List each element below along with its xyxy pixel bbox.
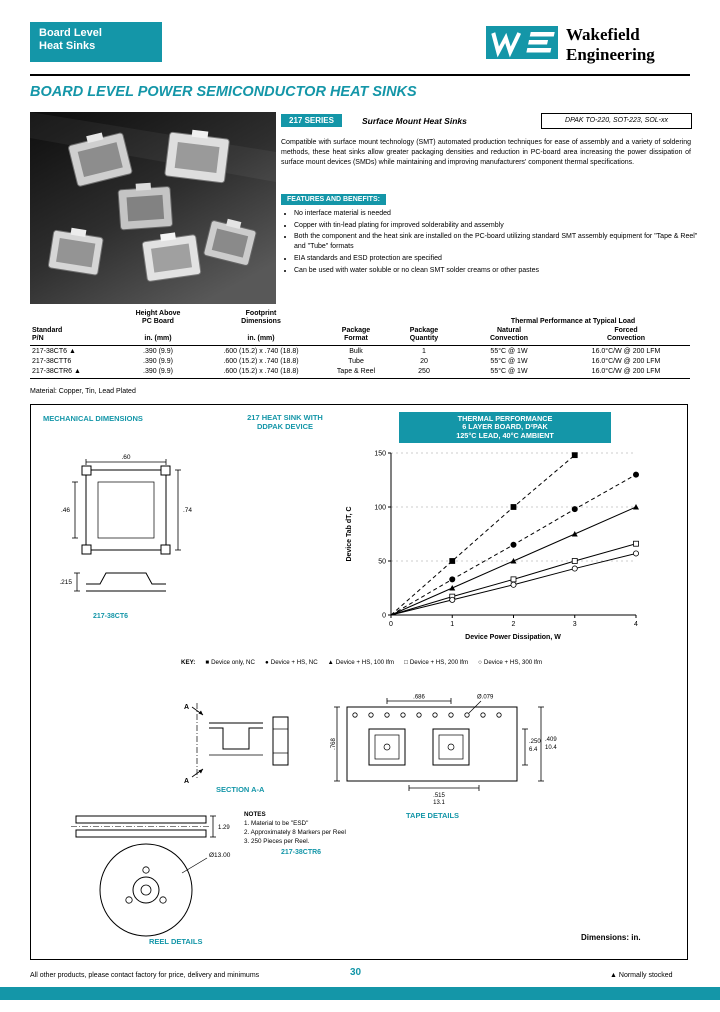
series-marker	[572, 531, 578, 537]
series-marker	[572, 559, 577, 564]
series-marker	[511, 505, 516, 510]
x-tick-label: 3	[572, 621, 577, 628]
brand-line-1: Wakefield	[566, 25, 640, 44]
y-tick-label: 50	[378, 558, 386, 566]
brand-line-2: Engineering	[566, 44, 655, 64]
product-line-1: Board Level	[39, 27, 102, 39]
heat-sink-photo	[30, 112, 276, 304]
col-header-forced: Forced Convection	[562, 327, 690, 346]
key-item: ○ Device + HS, 300 lfm	[478, 659, 543, 666]
series-badge: 217 SERIES	[281, 114, 342, 127]
col-header-pn: Standard P/N	[30, 327, 114, 346]
part-number: 217-38CT6	[32, 347, 68, 355]
key-item: ● Device + HS, NC	[264, 659, 318, 666]
group-header-footprint: Footprint Dimensions	[241, 310, 281, 326]
table-row: 217-38CT6 ▲ .390 (9.9) .600 (15.2) x .740 (18.8) Bulk 1 55°C @ 1W 16.0°C/W @ 200 LFM	[32, 347, 661, 355]
series-marker	[511, 577, 516, 582]
series-marker	[511, 582, 516, 587]
chart-y-axis-label: Device Tab dT, C	[346, 506, 353, 562]
feature-item: • EIA standards and ESD protection are specified	[294, 254, 702, 264]
dim-pocket-w-mm: 13.1	[433, 800, 445, 806]
dim-pocket-h: .250	[529, 739, 541, 745]
tape-details-label: TAPE DETAILS	[406, 811, 460, 820]
series-subtitle: Surface Mount Heat Sinks	[362, 116, 467, 126]
footer-contact-note: All other products, please contact factory for price, delivery and minimums	[30, 972, 260, 979]
feature-item: • Both the component and the heat sink are installed on the PC-board utilizing standard SMT assembly equipment for "Tape & Reel" and "Tube" formats	[294, 232, 702, 252]
chart-x-axis-label: Device Power Dissipation, W	[465, 634, 561, 641]
circle-filled-icon: ●	[264, 659, 269, 666]
dim-pocket-h-mm: 6.4	[529, 747, 538, 753]
series-marker	[572, 507, 577, 512]
circle-open-icon: ○	[478, 659, 482, 666]
note-item: 2. Approximately 8 Markers per Reel	[244, 829, 346, 837]
col-header-quantity: Package Quantity	[392, 327, 456, 346]
page-title: BOARD LEVEL POWER SEMICONDUCTOR HEAT SINKS	[30, 84, 417, 100]
table-group-header-row	[30, 310, 690, 327]
feature-item: • No interface material is needed	[294, 209, 702, 219]
bottom-accent-bar	[0, 987, 720, 1000]
heat-sink-with-device-heading: 217 HEAT SINK WITH DDPAK DEVICE	[247, 413, 323, 431]
col-header-footprint-unit: in. (mm)	[202, 327, 320, 346]
series-marker	[450, 597, 455, 602]
feature-item: • Copper with tin-lead plating for improved solderability and assembly	[294, 221, 702, 231]
reel-details-label: REEL DETAILS	[149, 937, 203, 946]
features-heading: FEATURES AND BENEFITS:	[281, 194, 386, 205]
col-header-format: Package Format	[320, 327, 392, 346]
dimensions-units-note: Dimensions: in.	[581, 933, 641, 942]
part-number: 217-38CTT6	[32, 357, 72, 365]
series-line	[391, 455, 575, 615]
stocked-triangle-icon: ▲	[68, 347, 76, 355]
table-header-row	[30, 327, 690, 346]
x-tick-label: 0	[389, 621, 393, 628]
y-tick-label: 100	[374, 504, 386, 512]
triangle-filled-icon: ▲	[327, 659, 334, 666]
dim-pitch: .686	[413, 694, 425, 701]
section-a-top-label: A	[183, 704, 189, 711]
series-marker	[450, 559, 455, 564]
square-filled-icon: ■	[205, 659, 210, 666]
spec-table-wrap	[30, 310, 690, 379]
intro-paragraph: Compatible with surface mount technology (SMT) automated production techniques for ease of assembly and a variety of soldering methods, these heat sinks allow greater packaging densities and reduction in PC-board area increasing the power dissipation of surface mount devices (SMDs) while maintaining and improving manufacturers' component thermal specifications.	[281, 139, 691, 167]
tape-drawing	[329, 691, 564, 807]
mech-part-label: 217-38CT6	[93, 613, 129, 620]
features-list	[283, 209, 702, 277]
chart-axes	[391, 453, 636, 615]
table-row: 217-38CTR6 ▲ .390 (9.9) .600 (15.2) x .740 (18.8) Tape & Reel 250 55°C @ 1W 16.0°C/W @ 200 LFM	[30, 366, 690, 378]
table-row: 217-38CTT6 .390 (9.9) .600 (15.2) x .740 (18.8) Tube 20 55°C @ 1W 16.0°C/W @ 200 LFM	[32, 357, 661, 365]
product-line-2: Heat Sinks	[39, 39, 96, 52]
thermal-chart	[339, 443, 669, 655]
series-marker	[511, 542, 516, 547]
x-tick-label: 1	[450, 621, 455, 628]
series-marker	[633, 472, 638, 477]
wakefield-logo-icon	[486, 26, 558, 59]
product-category-banner	[30, 22, 162, 62]
key-item: □ Device + HS, 200 lfm	[404, 659, 469, 666]
dim-left: .46	[60, 507, 70, 514]
chart-key	[181, 659, 681, 666]
header-rule	[30, 74, 690, 76]
section-a-bottom-label: A	[183, 778, 189, 785]
dim-width: .768	[331, 738, 337, 750]
dim-top: .60	[121, 454, 131, 461]
dim-edge-mm: 10.4	[545, 745, 557, 751]
key-item: ■ Device only, NC	[205, 659, 255, 666]
footer-stocked-note: ▲ Normally stocked	[610, 972, 673, 979]
drawings-box	[30, 404, 688, 960]
series-marker	[572, 453, 577, 458]
col-header-height-unit: in. (mm)	[114, 327, 202, 346]
section-aa-drawing	[151, 697, 301, 785]
series-marker	[634, 541, 639, 546]
dim-pocket-w: .515	[433, 793, 445, 799]
key-label: KEY:	[181, 659, 196, 666]
spec-table	[30, 310, 690, 379]
series-marker	[633, 551, 638, 556]
dim-edge: .409	[545, 737, 557, 743]
series-marker	[449, 585, 455, 591]
notes-heading: NOTES	[244, 811, 266, 818]
section-aa-label: SECTION A-A	[216, 785, 265, 794]
mechanical-drawing	[51, 450, 221, 610]
dim-right: .74	[183, 507, 193, 514]
reel-part-label: 217-38CTR6	[281, 849, 322, 856]
group-header-height: Height Above PC Board	[135, 310, 181, 326]
y-tick-label: 0	[382, 612, 386, 620]
thermal-performance-heading: THERMAL PERFORMANCE 6 LAYER BOARD, D²PAK 125°C LEAD, 40°C AMBIENT	[399, 412, 611, 443]
col-header-natural: Natural Convection	[456, 327, 562, 346]
brand-name	[566, 25, 655, 64]
series-marker	[572, 566, 577, 571]
dim-profile: .215	[59, 579, 72, 586]
reel-drawing	[61, 810, 261, 955]
material-note: Material: Copper, Tin, Lead Plated	[30, 388, 136, 395]
note-item: 1. Material to be "ESD"	[244, 820, 309, 828]
x-tick-label: 2	[511, 621, 516, 628]
x-tick-label: 4	[634, 621, 638, 628]
stocked-triangle-icon: ▲	[610, 972, 617, 979]
part-number: 217-38CTR6	[32, 367, 73, 375]
group-header-thermal: Thermal Performance at Typical Load	[510, 318, 636, 326]
dim-reel-diameter: Ø13.00	[209, 852, 231, 859]
package-types-box: DPAK TO-220, SOT-223, SOL-xx	[541, 113, 692, 129]
stocked-triangle-icon: ▲	[74, 367, 81, 375]
square-open-icon: □	[404, 659, 408, 666]
feature-item: • Can be used with water soluble or no clean SMT solder creams or other pastes	[294, 266, 702, 276]
page-number: 30	[350, 967, 362, 978]
dim-hole: Ø.079	[477, 694, 494, 701]
dim-reel-width: 1.29	[218, 825, 230, 831]
y-tick-label: 150	[374, 450, 386, 458]
note-item: 3. 250 Pieces per Reel.	[244, 838, 310, 846]
series-marker	[450, 577, 455, 582]
key-item: ▲ Device + HS, 100 lfm	[327, 659, 395, 666]
series-marker	[633, 504, 639, 510]
mechanical-dimensions-heading: MECHANICAL DIMENSIONS	[43, 414, 143, 423]
